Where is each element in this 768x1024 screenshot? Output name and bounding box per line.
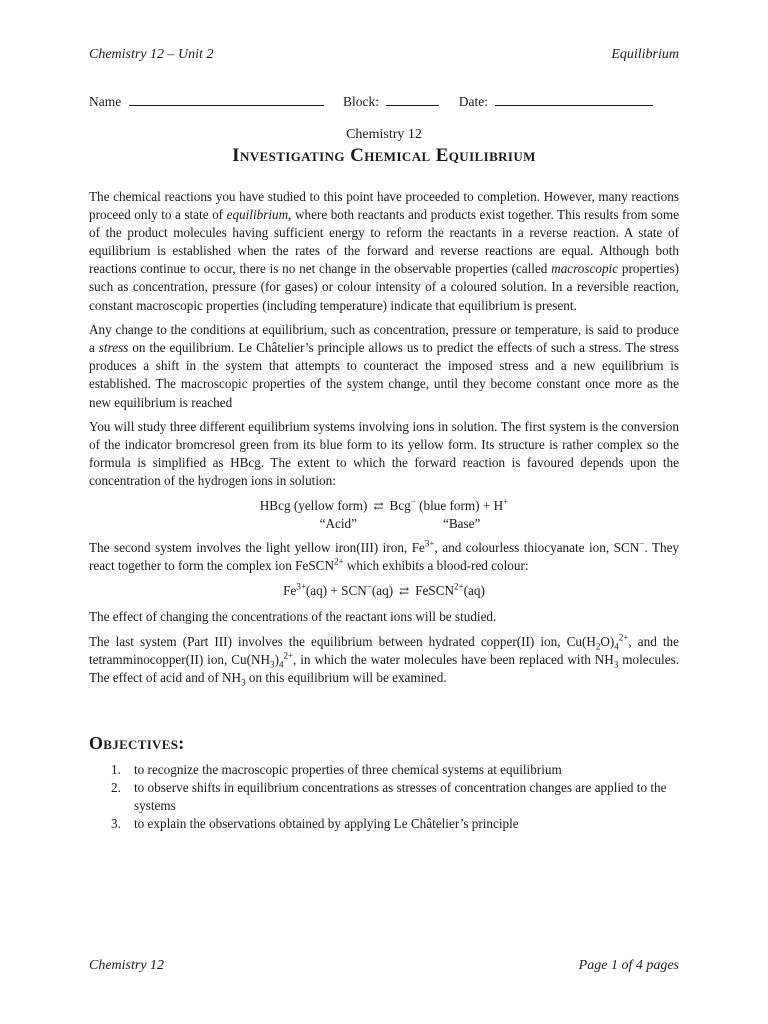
acid-base-labels [89, 515, 679, 533]
equilibrium-arrow-icon: ⇄ [373, 499, 384, 513]
header-course: Chemistry 12 – Unit 2 [89, 47, 214, 62]
reactant-effect-paragraph: The effect of changing the concentrations of the reactant ions will be studied. [89, 608, 497, 624]
date-field[interactable] [495, 91, 653, 106]
name-label: Name [89, 94, 122, 109]
document-page [89, 0, 679, 1024]
equilibrium-arrow-icon: ⇄ [399, 583, 410, 598]
copper-paragraph: The last system (Part III) involves the equilibrium between hydrated copper(II) ion, $Cu(H_2O)_4^{2+}$, and the tetramminocopper(II) ion, $Cu(NH_3)_4^{2+}$, in which the water molecules have been replaced with $NH_3$ molecules. The effect of acid and of $NH_3$ on this equilibrium will be examined. [89, 632, 679, 688]
list-item: 3. to explain the observations obtained by applying Le Châtelier’s principle [111, 816, 519, 831]
base-label: “Base” [443, 516, 481, 532]
document-body [89, 188, 679, 693]
stress-paragraph: Any change to the conditions at equilibrium, such as concentration, pressure or temperature, is said to produce a stress on the equilibrium. Le Châtelier’s principle allows us to predict the effects of such a stress. The stress produces a shift in the system that attempts to counteract the imposed stress and a new equilibrium is established. The macroscopic properties of the system change, until they become constant once more as the new equilibrium is reached [89, 322, 679, 410]
bromcresol-equation: HBcg (yellow form) ⇄ Bcg− (blue form) + H+ [259, 496, 509, 513]
acid-label: “Acid” [319, 516, 357, 532]
systems-paragraph: You will study three different equilibrium systems involving ions in solution. The first system is the conversion of the indicator bromcresol green from its blue form to its yellow form. Its structure is rather complex so the formula is simplified as HBcg. The extent to which the forward reaction is favoured depends upon the concentration of the hydrogen ions in solution: [89, 419, 679, 489]
footer-course: Chemistry 12 [89, 958, 165, 973]
intro-paragraph: The chemical reactions you have studied to this point have proceeded to completion. However, many reactions proceed only to a state of equilibrium, where both reactants and products exist together. This results from some of the product molecules having sufficient energy to reform the reactants in a reverse reaction. A state of equilibrium is established when the rates of the forward and reverse reactions are equal. Although both reactions continue to occur, there is no net change in the observable properties (called macroscopic properties) such as concentration, pressure (for gases) or colour intensity of a coloured solution. In a reversible reaction, constant macroscopic properties (including temperature) indicate that equilibrium is present. [89, 189, 679, 313]
date-label: Date: [458, 94, 488, 109]
footer-page-number: Page 1 of 4 pages [578, 958, 679, 973]
thiocyanate-equation: $Fe^{3+}(aq) + SCN^-(aq)$ ⇄ FeSCN$^{2+}$(aq) [283, 581, 485, 598]
list-item: 1. to recognize the macroscopic properties of three chemical systems at equilibrium [111, 762, 562, 777]
course-subtitle: Chemistry 12 [346, 127, 422, 142]
block-label: Block: [342, 94, 379, 109]
student-info-row [89, 91, 679, 110]
objectives-list [89, 761, 679, 833]
page-title: Investigating Chemical Equilibrium [232, 145, 536, 166]
objectives-heading: Objectives: [89, 733, 185, 753]
block-field[interactable] [386, 91, 439, 106]
header-topic: Equilibrium [611, 47, 679, 62]
iron-paragraph: The second system involves the light yellow iron(III) iron, $Fe^{3+}$, and colourless thiocyanate ion, SCN−. They react together to form the complex ion FeSCN$^{2+}$ which exhibits a blood-red colour: [89, 538, 680, 574]
name-field[interactable] [129, 91, 324, 106]
list-item: 2. to observe shifts in equilibrium concentrations as stresses of concentration changes are applied to the systems [111, 780, 667, 813]
